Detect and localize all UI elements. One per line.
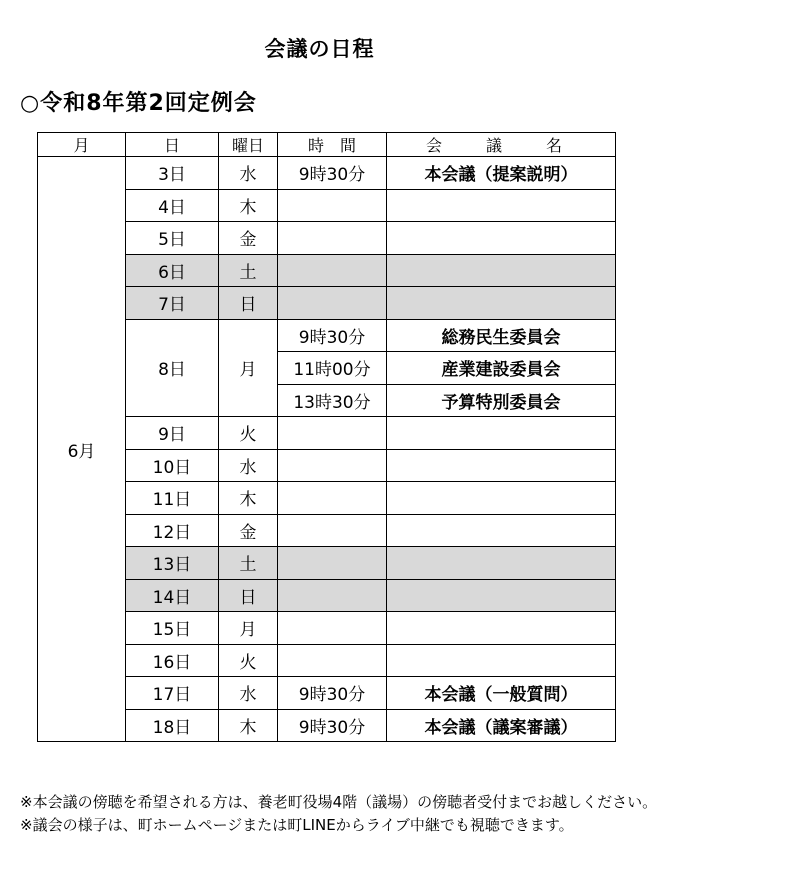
- header-weekday: 曜日: [219, 133, 278, 157]
- day-cell: 9日: [126, 417, 219, 450]
- meeting-cell: [387, 449, 616, 482]
- day-cell: 10日: [126, 449, 219, 482]
- weekday-cell: 金: [219, 514, 278, 547]
- day-cell: 6日: [126, 254, 219, 287]
- weekday-cell: 月: [219, 612, 278, 645]
- meeting-cell: [387, 222, 616, 255]
- meeting-cell: [387, 514, 616, 547]
- time-cell: [278, 644, 387, 677]
- time-cell: [278, 287, 387, 320]
- day-cell: 5日: [126, 222, 219, 255]
- weekday-cell: 火: [219, 417, 278, 450]
- time-cell: 13時30分: [278, 384, 387, 417]
- page-title: 会議の日程: [264, 37, 375, 61]
- weekday-cell: 日: [219, 287, 278, 320]
- meeting-cell: [387, 579, 616, 612]
- time-cell: [278, 514, 387, 547]
- meeting-cell: [387, 547, 616, 580]
- meeting-cell: [387, 644, 616, 677]
- day-cell: 15日: [126, 612, 219, 645]
- time-cell: [278, 222, 387, 255]
- table-header-row: [38, 133, 616, 157]
- time-cell: 11時00分: [278, 352, 387, 385]
- meeting-cell: 予算特別委員会: [387, 384, 616, 417]
- time-cell: [278, 189, 387, 222]
- note-line: ※議会の様子は、町ホームページまたは町LINEからライブ中継でも視聴できます。: [20, 816, 574, 834]
- weekday-cell: 金: [219, 222, 278, 255]
- time-cell: [278, 547, 387, 580]
- weekday-cell: 木: [219, 709, 278, 742]
- day-cell: 8日: [126, 319, 219, 417]
- schedule-table: [37, 132, 616, 742]
- meeting-cell: [387, 612, 616, 645]
- weekday-cell: 月: [219, 319, 278, 417]
- time-cell: 9時30分: [278, 709, 387, 742]
- header-meeting: 会 議 名: [387, 133, 616, 157]
- table-row: [38, 157, 616, 190]
- meeting-cell: [387, 189, 616, 222]
- day-cell: 3日: [126, 157, 219, 190]
- notes: [20, 791, 657, 837]
- weekday-cell: 水: [219, 677, 278, 710]
- meeting-cell: 本会議（議案審議）: [387, 709, 616, 742]
- meeting-cell: [387, 417, 616, 450]
- day-cell: 14日: [126, 579, 219, 612]
- day-cell: 7日: [126, 287, 219, 320]
- month-cell: 6月: [38, 157, 126, 742]
- time-cell: [278, 254, 387, 287]
- weekday-cell: 土: [219, 254, 278, 287]
- time-cell: [278, 417, 387, 450]
- meeting-cell: 本会議（一般質問）: [387, 677, 616, 710]
- weekday-cell: 日: [219, 579, 278, 612]
- time-cell: 9時30分: [278, 319, 387, 352]
- day-cell: 13日: [126, 547, 219, 580]
- time-cell: [278, 612, 387, 645]
- weekday-cell: 水: [219, 449, 278, 482]
- header-day: 日: [126, 133, 219, 157]
- day-cell: 4日: [126, 189, 219, 222]
- weekday-cell: 土: [219, 547, 278, 580]
- header-time: 時 間: [278, 133, 387, 157]
- header-month: 月: [38, 133, 126, 157]
- time-cell: 9時30分: [278, 677, 387, 710]
- schedule-body: [38, 157, 616, 742]
- meeting-cell: [387, 287, 616, 320]
- meeting-cell: [387, 482, 616, 515]
- time-cell: 9時30分: [278, 157, 387, 190]
- meeting-cell: 産業建設委員会: [387, 352, 616, 385]
- day-cell: 12日: [126, 514, 219, 547]
- meeting-cell: 総務民生委員会: [387, 319, 616, 352]
- day-cell: 11日: [126, 482, 219, 515]
- weekday-cell: 木: [219, 482, 278, 515]
- day-cell: 17日: [126, 677, 219, 710]
- day-cell: 18日: [126, 709, 219, 742]
- time-cell: [278, 579, 387, 612]
- meeting-cell: [387, 254, 616, 287]
- time-cell: [278, 482, 387, 515]
- weekday-cell: 火: [219, 644, 278, 677]
- meeting-cell: 本会議（提案説明）: [387, 157, 616, 190]
- session-subtitle: ○令和8年第2回定例会: [20, 91, 257, 116]
- time-cell: [278, 449, 387, 482]
- note-line: ※本会議の傍聴を希望される方は、養老町役場4階（議場）の傍聴者受付までお越しください。: [20, 793, 658, 811]
- weekday-cell: 水: [219, 157, 278, 190]
- day-cell: 16日: [126, 644, 219, 677]
- weekday-cell: 木: [219, 189, 278, 222]
